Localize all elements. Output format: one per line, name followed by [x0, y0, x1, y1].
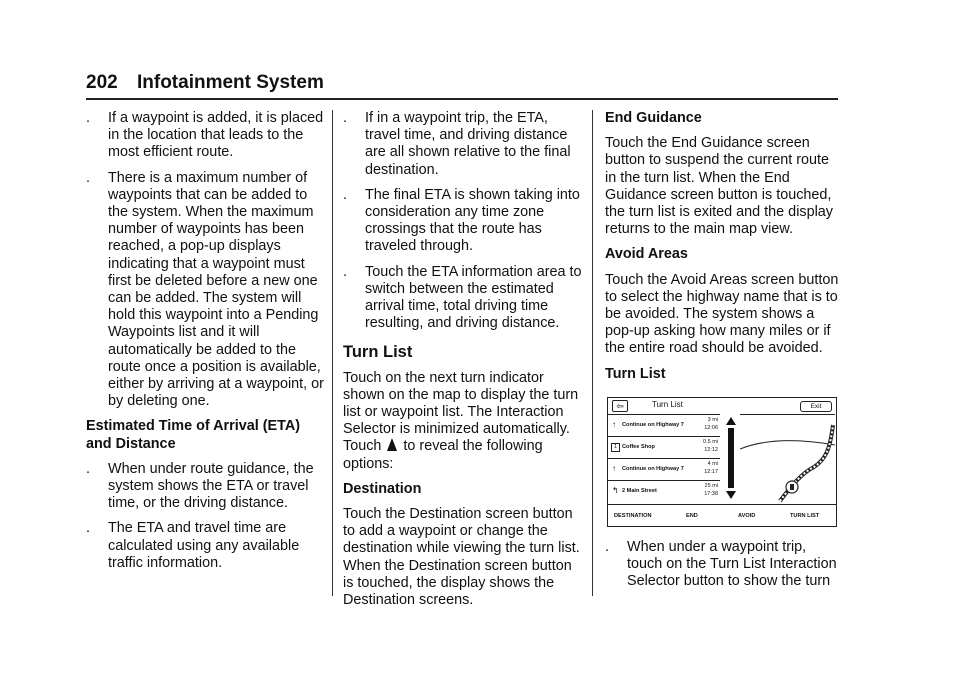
row-label: 2 Main Street: [622, 487, 657, 494]
turn-list-subhead: Turn List: [605, 365, 666, 382]
waypoint-number: 1: [611, 443, 620, 452]
bullet-mark: .: [343, 110, 347, 126]
scrollbar[interactable]: [724, 416, 738, 500]
turn-list-paragraph: [343, 370, 583, 473]
table-row[interactable]: [608, 414, 720, 436]
bullet-mark: .: [86, 110, 90, 126]
row-time: 12:06: [704, 424, 718, 431]
list-item: [343, 110, 583, 179]
page-number: 202: [86, 72, 118, 93]
row-label: Coffee Shop: [622, 443, 655, 450]
bullet-mark: .: [343, 186, 347, 203]
interaction-selector: [608, 504, 836, 527]
straight-arrow-icon: ↑: [612, 463, 616, 473]
screen-top-bar: [608, 398, 836, 414]
scroll-down-icon: [726, 491, 736, 499]
screen-title: Turn List: [652, 399, 683, 409]
road-line: [740, 440, 835, 448]
turn-list-heading: Turn List: [343, 343, 413, 362]
end-guidance-subhead: End Guidance: [605, 110, 702, 126]
end-button[interactable]: END: [686, 512, 698, 519]
column-divider: [592, 110, 593, 596]
row-time: 12:17: [704, 468, 718, 475]
end-guidance-paragraph: Touch the End Guidance screen button to suspend the current route in the turn list. When the End Guidance screen button is touched, the turn list is exited and the display returns to the main map view.: [605, 135, 833, 238]
list-item: [86, 170, 326, 411]
row-time: 12:12: [704, 446, 718, 453]
bullet-text: When under route guidance, the system shows the ETA or travel time, or the driving distance.: [108, 460, 314, 512]
bullet-text: The ETA and travel time are calculated using any available traffic information.: [108, 520, 300, 571]
column-divider: [332, 110, 333, 596]
avoid-areas-subhead: Avoid Areas: [605, 246, 688, 263]
destination-subhead: Destination: [343, 480, 422, 497]
avoid-button[interactable]: AVOID: [738, 512, 756, 519]
scroll-thumb: [728, 428, 734, 488]
bullet-text: The final ETA is shown taking into consideration any time zone crossings that the route has traveled through.: [365, 186, 580, 255]
table-row[interactable]: [608, 480, 720, 502]
row-time: 17:38: [704, 490, 718, 497]
row-distance: 0.5 mi: [703, 438, 718, 445]
list-item: [86, 520, 326, 572]
bullet-mark: .: [343, 263, 347, 280]
row-distance: 3 mi: [707, 416, 718, 423]
exit-button[interactable]: Exit: [800, 401, 832, 412]
section-title: Infotainment System: [136, 72, 324, 93]
back-arrow-icon[interactable]: ⇦: [612, 400, 628, 412]
destination-button[interactable]: DESTINATION: [614, 512, 652, 519]
list-item: [605, 539, 840, 591]
list-item: [86, 110, 326, 162]
list-item: [343, 264, 583, 333]
header-rule: [86, 98, 838, 100]
column-3: [605, 110, 840, 598]
list-item: [343, 187, 583, 256]
bullet-text: There is a maximum number of waypoints that can be added to the system. When the maximum number of waypoints has been reached, a pop-up displays indicating that a waypoint must first be deleted before a new one can be added. The system will hold this waypoint into a Pending Waypoints list and it will automatically be added to the route once a position is available, either by arriving at a waypoint, or by deleting one.: [108, 169, 324, 410]
turn-list-screen-figure: [607, 397, 837, 527]
vehicle-marker: [790, 484, 794, 490]
bullet-text: If a waypoint is added, it is placed in the location that leads to the most efficient route.: [108, 110, 324, 161]
bullet-text: Touch the ETA information area to switch between the estimated arrival time, total driving time resulting, and driving distance.: [365, 263, 582, 332]
table-row[interactable]: [608, 436, 720, 458]
bullet-mark: .: [86, 460, 90, 477]
column-2: [343, 110, 583, 617]
page-header: [86, 72, 324, 94]
straight-arrow-icon: ↑: [612, 419, 616, 429]
eta-subhead: Estimated Time of Arrival (ETA) and Distance: [86, 418, 301, 452]
column-1: [86, 110, 326, 580]
row-label: Continue on Highway 7: [622, 465, 684, 472]
bullet-mark: .: [86, 520, 90, 537]
row-label: Continue on Highway 7: [622, 421, 684, 428]
bullet-mark: .: [605, 538, 609, 555]
turn-list-button[interactable]: TURN LIST: [790, 512, 820, 519]
list-item: [86, 461, 326, 513]
bullet-text: If in a waypoint trip, the ETA, travel time, and driving distance are all shown relative to the final destination.: [365, 110, 571, 178]
table-row[interactable]: [608, 458, 720, 480]
paragraph-text: Touch on the next turn indicator shown on the map to display the turn list or waypoint list. The Interaction Selector is minimized automatically. Touch: [343, 369, 579, 455]
row-distance: 25 mi: [704, 482, 718, 489]
scroll-up-icon: [726, 417, 736, 425]
turn-arrow-icon: ↰: [612, 485, 619, 495]
paragraph-text: to reveal the following options:: [343, 438, 543, 472]
bullet-text: When under a waypoint trip, touch on the Turn List Interaction Selector button to show the turn: [627, 538, 837, 590]
up-triangle-icon: [387, 438, 397, 451]
row-distance: 4 mi: [707, 460, 718, 467]
bullet-mark: .: [86, 169, 90, 186]
avoid-areas-paragraph: Touch the Avoid Areas screen button to select the highway name that is to be avoided. The system shows a pop-up asking how many miles or if the entire road should be avoided.: [605, 271, 839, 357]
turn-list-rows: [608, 414, 720, 502]
destination-paragraph: Touch the Destination screen button to add a waypoint or change the destination while viewing the turn list. When the Destination screen button is touched, the display shows the Destination screens.: [343, 506, 580, 609]
map-view[interactable]: [740, 414, 835, 503]
